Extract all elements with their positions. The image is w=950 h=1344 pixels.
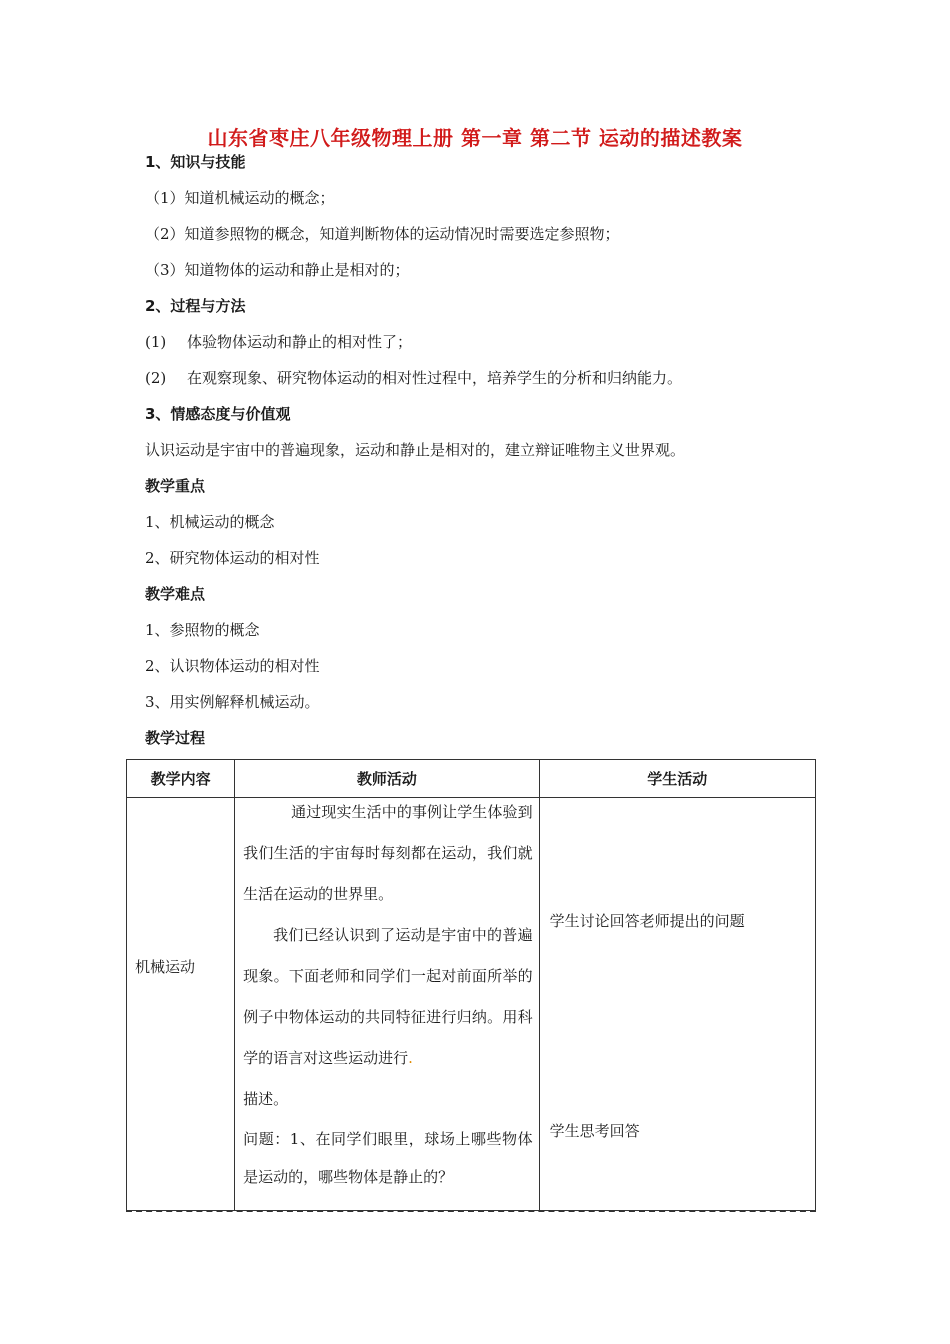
list-item: 1、机械运动的概念 xyxy=(145,513,275,531)
orange-mark: . xyxy=(408,1049,413,1067)
column-header-content: 教学内容 xyxy=(127,760,235,798)
section-heading-attitude: 3、情感态度与价值观 xyxy=(145,405,291,423)
section-heading-teaching-process: 教学过程 xyxy=(145,729,206,747)
column-header-student: 学生活动 xyxy=(539,760,815,798)
section-heading-process-method: 2、过程与方法 xyxy=(145,297,246,315)
teaching-process-table xyxy=(126,759,816,1211)
item-text: 在观察现象、研究物体运动的相对性过程中，培养学生的分析和归纳能力。 xyxy=(187,369,683,387)
teacher-paragraph-text: 我们已经认识到了运动是宇宙中的普遍现象。下面老师和同学们一起对前面所举的例子中物体运动的共同特征进行归纳。用科学的语言对这些运动进行 xyxy=(243,926,533,1067)
list-item xyxy=(145,260,410,280)
list-item: 2、研究物体运动的相对性 xyxy=(145,549,320,567)
item-number: （2） xyxy=(145,225,185,243)
teacher-paragraph xyxy=(235,915,538,1120)
item-text: 知道参照物的概念，知道判断物体的运动情况时需要选定参照物； xyxy=(184,225,620,243)
item-number: （3） xyxy=(145,261,185,279)
teacher-question: 问题：1、在同学们眼里，球场上哪些物体是运动的，哪些物体是静止的？ xyxy=(243,1130,533,1186)
item-text: 体验物体运动和静止的相对性了； xyxy=(187,333,413,351)
list-item xyxy=(145,332,412,352)
content-cell xyxy=(127,798,235,1211)
list-item xyxy=(145,368,682,388)
item-number: (2) xyxy=(145,369,167,387)
section-heading-knowledge: 1、知识与技能 xyxy=(145,153,246,171)
list-item: 2、认识物体运动的相对性 xyxy=(145,657,320,675)
student-activity-cell xyxy=(539,798,815,1211)
section-heading-difficulties: 教学难点 xyxy=(145,585,206,603)
section-heading-key-points: 教学重点 xyxy=(145,477,206,495)
table-row xyxy=(127,798,816,1211)
teacher-paragraph-end: 描述。 xyxy=(243,1090,289,1108)
list-item: 3、用实例解释机械运动。 xyxy=(145,693,320,711)
content-label: 机械运动 xyxy=(135,958,196,976)
page-break-divider xyxy=(126,1210,816,1212)
paragraph: 认识运动是宇宙中的普遍现象，运动和静止是相对的，建立辩证唯物主义世界观。 xyxy=(145,441,686,459)
list-item xyxy=(145,188,335,208)
item-text: 知道机械运动的概念； xyxy=(184,189,335,207)
teacher-paragraph: 通过现实生活中的事例让学生体验到我们生活的宇宙每时每刻都在运动，我们就生活在运动的世界里。 xyxy=(243,803,533,903)
list-item xyxy=(145,224,620,244)
student-activity-1: 学生讨论回答老师提出的问题 xyxy=(549,912,745,930)
teacher-activity-cell xyxy=(235,798,539,1211)
column-header-teacher: 教师活动 xyxy=(235,760,539,798)
item-number: (1) xyxy=(145,333,167,351)
item-number: （1） xyxy=(145,189,185,207)
page-title: 山东省枣庄八年级物理上册 第一章 第二节 运动的描述教案 xyxy=(207,126,743,150)
list-item: 1、参照物的概念 xyxy=(145,621,260,639)
student-activity-2: 学生思考回答 xyxy=(549,1122,640,1140)
item-text: 知道物体的运动和静止是相对的； xyxy=(184,261,410,279)
